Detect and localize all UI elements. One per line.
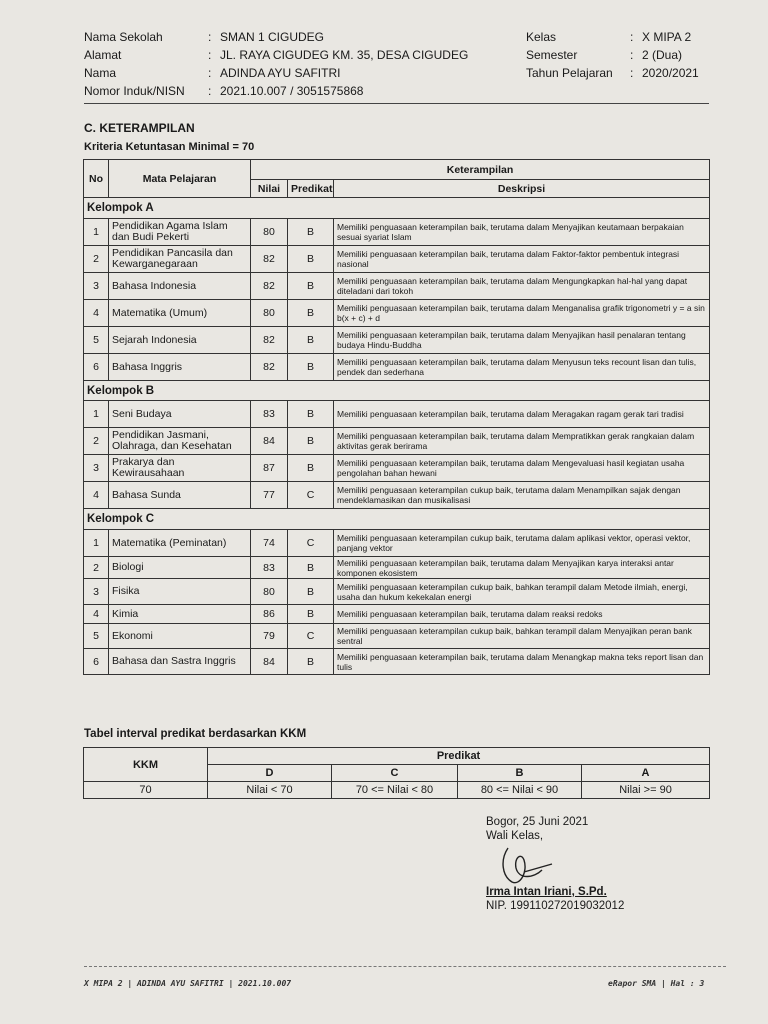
row-number: 3 [84, 273, 109, 300]
header-label: Nama [84, 66, 117, 80]
range-a: Nilai >= 90 [582, 782, 710, 799]
group-row [84, 381, 710, 401]
table-row [84, 530, 710, 557]
group-label: Kelompok A [84, 198, 710, 219]
grade: B [288, 455, 334, 482]
header-label: Tahun Pelajaran [526, 66, 613, 80]
row-number: 4 [84, 482, 109, 509]
grade: B [288, 300, 334, 327]
student-header: Nama Sekolah : SMAN 1 CIGUDEG Kelas : X MIPA 2 Alamat : JL. RAYA CIGUDEG KM. 35, DESA CIGUDEG Semester : 2 (Dua) Nama : ADINDA AYU SAFITRI Tahun Pelajaran : 2020/2021 Nomor Induk/NISN : 2021.10.007 / 3051575868 [84, 30, 699, 98]
table-row [84, 246, 710, 273]
subject-name: Bahasa Sunda [109, 482, 251, 509]
footer-page: eRapor SMA | Hal : 3 [608, 979, 705, 988]
col-skill-group: Keterampilan [251, 160, 710, 180]
description: Memiliki penguasaan keterampilan cukup baik, bahkan terampil dalam Metode ilmiah, energi, usaha dan hukum kekekalan energi [334, 579, 710, 605]
group-row [84, 198, 710, 219]
predikat-header: Predikat [208, 748, 710, 765]
row-number: 2 [84, 557, 109, 579]
group-label: Kelompok B [84, 381, 710, 401]
table-row [84, 401, 710, 428]
score: 82 [251, 327, 288, 354]
row-number: 6 [84, 354, 109, 381]
score: 80 [251, 300, 288, 327]
row-number: 6 [84, 649, 109, 675]
kkm-header: KKM [84, 748, 208, 782]
header-label: Semester [526, 48, 578, 62]
table-row [84, 327, 710, 354]
subject-name: Fisika [109, 579, 251, 605]
table-row [84, 624, 710, 649]
skill-table [83, 159, 710, 675]
subject-name: Matematika (Umum) [109, 300, 251, 327]
teacher-nip: NIP. 199110272019032012 [486, 900, 625, 912]
range-c: 70 <= Nilai < 80 [332, 782, 458, 799]
header-label: Alamat [84, 48, 122, 62]
description: Memiliki penguasaan keterampilan baik, terutama dalam Meragakan ragam gerak tari tradisi [334, 401, 710, 428]
table-row [84, 482, 710, 509]
subject-name: Prakarya dan Kewirausahaan [109, 455, 251, 482]
score: 80 [251, 219, 288, 246]
homeroom-role: Wali Kelas, [486, 830, 544, 842]
col-score: Nilai [251, 180, 288, 198]
grade: B [288, 273, 334, 300]
handwritten-signature [494, 842, 564, 892]
footer-divider [84, 966, 726, 967]
subject-name: Bahasa Inggris [109, 354, 251, 381]
row-number: 1 [84, 530, 109, 557]
subject-name: Matematika (Peminatan) [109, 530, 251, 557]
description: Memiliki penguasaan keterampilan baik, terutama dalam Menyajikan keutamaan berpakaian sesuai syariat Islam [334, 219, 710, 246]
grade: C [288, 624, 334, 649]
col-grade: Predikat [288, 180, 334, 198]
header-label: Nomor Induk/NISN [84, 84, 185, 98]
row-number: 4 [84, 605, 109, 624]
grade: B [288, 579, 334, 605]
grade: B [288, 605, 334, 624]
table-row [84, 354, 710, 381]
semester-value: 2 (Dua) [642, 48, 683, 62]
score: 84 [251, 428, 288, 455]
description: Memiliki penguasaan keterampilan baik, terutama dalam Menyusun teks recount lisan dan tulis, pendek dan sederhana [334, 354, 710, 381]
header-divider [84, 103, 709, 104]
row-number: 5 [84, 624, 109, 649]
place-date: Bogor, 25 Juni 2021 [486, 816, 589, 828]
score: 82 [251, 273, 288, 300]
footer-info: X MIPA 2 | ADINDA AYU SAFITRI | 2021.10.007 [84, 979, 292, 988]
grade: B [288, 327, 334, 354]
row-number: 2 [84, 428, 109, 455]
row-number: 1 [84, 401, 109, 428]
subject-name: Kimia [109, 605, 251, 624]
score: 87 [251, 455, 288, 482]
description: Memiliki penguasaan keterampilan cukup baik, terutama dalam Menampilkan sajak dengan mendeklamasikan dan musikalisasi [334, 482, 710, 509]
range-b: 80 <= Nilai < 90 [458, 782, 582, 799]
subject-name: Ekonomi [109, 624, 251, 649]
description: Memiliki penguasaan keterampilan baik, terutama dalam Menganalisa grafik trigonometri y = a sin b(x + c) + d [334, 300, 710, 327]
subject-name: Biologi [109, 557, 251, 579]
interval-table [83, 747, 710, 799]
grade-a: A [582, 765, 710, 782]
subject-name: Pendidikan Agama Islam dan Budi Pekerti [109, 219, 251, 246]
table-row [84, 219, 710, 246]
table-row [84, 300, 710, 327]
teacher-name: Irma Intan Iriani, S.Pd. [486, 886, 607, 898]
section-title: C. KETERAMPILAN [84, 121, 195, 135]
range-d: Nilai < 70 [208, 782, 332, 799]
table-row [84, 579, 710, 605]
student-name: ADINDA AYU SAFITRI [220, 66, 341, 80]
row-number: 4 [84, 300, 109, 327]
grade: C [288, 482, 334, 509]
description: Memiliki penguasaan keterampilan cukup baik, terutama dalam aplikasi vektor, operasi vektor, panjang vektor [334, 530, 710, 557]
grade: B [288, 649, 334, 675]
grade: B [288, 246, 334, 273]
grade-d: D [208, 765, 332, 782]
header-label: Nama Sekolah [84, 30, 163, 44]
score: 80 [251, 579, 288, 605]
address-value: JL. RAYA CIGUDEG KM. 35, DESA CIGUDEG [220, 48, 469, 62]
interval-title: Tabel interval predikat berdasarkan KKM [84, 728, 307, 740]
score: 83 [251, 401, 288, 428]
description: Memiliki penguasaan keterampilan baik, terutama dalam Mengevaluasi hasil kegiatan usaha pengolahan bahan hewani [334, 455, 710, 482]
grade-c: C [332, 765, 458, 782]
school-year-value: 2020/2021 [642, 66, 699, 80]
grade: B [288, 401, 334, 428]
description: Memiliki penguasaan keterampilan baik, terutama dalam Menyajikan hasil penalaran tentang budaya Hindu-Buddha [334, 327, 710, 354]
grade: B [288, 354, 334, 381]
row-number: 3 [84, 455, 109, 482]
description: Memiliki penguasaan keterampilan cukup baik, bahkan terampil dalam Menyajikan peran bank sentral [334, 624, 710, 649]
table-row [84, 428, 710, 455]
score: 82 [251, 354, 288, 381]
row-number: 1 [84, 219, 109, 246]
score: 83 [251, 557, 288, 579]
score: 79 [251, 624, 288, 649]
subject-name: Bahasa Indonesia [109, 273, 251, 300]
score: 82 [251, 246, 288, 273]
school-name: SMAN 1 CIGUDEG [220, 30, 325, 44]
grade: B [288, 557, 334, 579]
score: 77 [251, 482, 288, 509]
row-number: 5 [84, 327, 109, 354]
table-row [84, 455, 710, 482]
class-value: X MIPA 2 [642, 30, 692, 44]
table-row [84, 273, 710, 300]
subject-name: Seni Budaya [109, 401, 251, 428]
description: Memiliki penguasaan keterampilan baik, terutama dalam Menyajikan karya interaksi antar komponen ekosistem [334, 557, 710, 579]
grade: C [288, 530, 334, 557]
description: Memiliki penguasaan keterampilan baik, terutama dalam Menangkap makna teks report lisan dan tulis [334, 649, 710, 675]
col-no: No [84, 160, 109, 198]
student-id: 2021.10.007 / 3051575868 [220, 84, 364, 98]
description: Memiliki penguasaan keterampilan baik, terutama dalam Mempratikkan gerak rangkaian dalam aktivitas gerak berirama [334, 428, 710, 455]
group-row [84, 509, 710, 530]
row-number: 2 [84, 246, 109, 273]
header-label: Kelas [526, 30, 557, 44]
group-label: Kelompok C [84, 509, 710, 530]
subject-name: Sejarah Indonesia [109, 327, 251, 354]
score: 84 [251, 649, 288, 675]
row-number: 3 [84, 579, 109, 605]
description: Memiliki penguasaan keterampilan baik, terutama dalam Mengungkapkan hal-hal yang dapat diteladani dari tokoh [334, 273, 710, 300]
score: 74 [251, 530, 288, 557]
kkm-criteria: Kriteria Ketuntasan Minimal = 70 [84, 141, 255, 153]
description: Memiliki penguasaan keterampilan baik, terutama dalam reaksi redoks [334, 605, 710, 624]
grade-b: B [458, 765, 582, 782]
subject-name: Pendidikan Pancasila dan Kewarganegaraan [109, 246, 251, 273]
col-description: Deskripsi [334, 180, 710, 198]
col-subject: Mata Pelajaran [109, 160, 251, 198]
table-row [84, 605, 710, 624]
grade: B [288, 428, 334, 455]
subject-name: Bahasa dan Sastra Inggris [109, 649, 251, 675]
score: 86 [251, 605, 288, 624]
table-row [84, 649, 710, 675]
table-row [84, 557, 710, 579]
grade: B [288, 219, 334, 246]
kkm-value: 70 [84, 782, 208, 799]
subject-name: Pendidikan Jasmani, Olahraga, dan Kesehatan [109, 428, 251, 455]
description: Memiliki penguasaan keterampilan baik, terutama dalam Faktor-faktor pembentuk integrasi nasional [334, 246, 710, 273]
skill-table-body [84, 198, 710, 675]
